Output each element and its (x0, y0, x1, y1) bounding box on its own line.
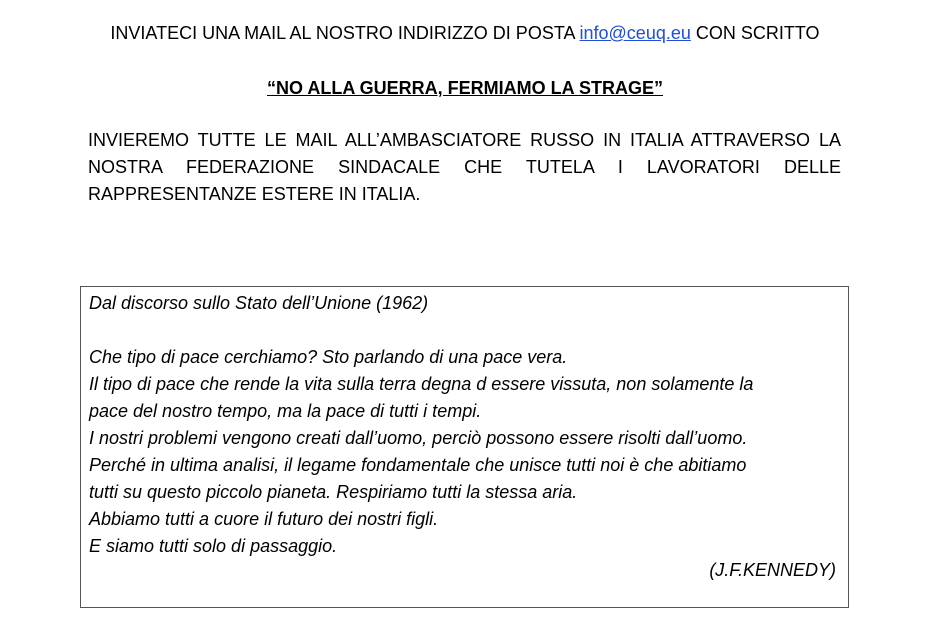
quote-line: pace del nostro tempo, ma la pace di tutti i tempi. (89, 401, 482, 421)
quote-author: (J.F.KENNEDY) (709, 560, 836, 580)
quote-line: I nostri problemi vengono creati dall’uomo, perciò possono essere risolti dall’uomo. (89, 428, 748, 448)
quote-line: Il tipo di pace che rende la vita sulla terra degna d essere vissuta, non solamente la (89, 374, 754, 394)
quote-line: E siamo tutti solo di passaggio. (89, 536, 338, 556)
slogan-heading (0, 76, 930, 100)
info-paragraph: INVIEREMO TUTTE LE MAIL ALL’AMBASCIATORE RUSSO IN ITALIA ATTRAVERSO LA NOSTRA FEDERAZIONE SINDACALE CHE TUTELA I LAVORATORI DELLE RAPPRESENTANZE ESTERE IN ITALIA. (88, 130, 841, 204)
quote-line: Perché in ultima analisi, il legame fondamentale che unisce tutti noi è che abitiamo (89, 455, 747, 475)
quote-line: Abbiamo tutti a cuore il futuro dei nostri figli. (89, 509, 439, 529)
instruction-suffix: CON SCRITTO (695, 23, 820, 43)
quote-box (80, 286, 849, 608)
quote-source: Dal discorso sullo Stato dell’Unione (1962) (89, 293, 429, 313)
quote-body (89, 344, 839, 560)
quote-line: tutti su questo piccolo pianeta. Respiriamo tutti la stessa aria. (89, 482, 578, 502)
slogan-text: “NO ALLA GUERRA, FERMIAMO LA STRAGE” (267, 78, 663, 98)
instruction-line (0, 21, 930, 45)
instruction-prefix: INVIATECI UNA MAIL AL NOSTRO INDIRIZZO DI POSTA (110, 23, 575, 43)
email-link[interactable]: info@ceuq.eu (579, 23, 691, 43)
quote-line: Che tipo di pace cerchiamo? Sto parlando di una pace vera. (89, 347, 568, 367)
